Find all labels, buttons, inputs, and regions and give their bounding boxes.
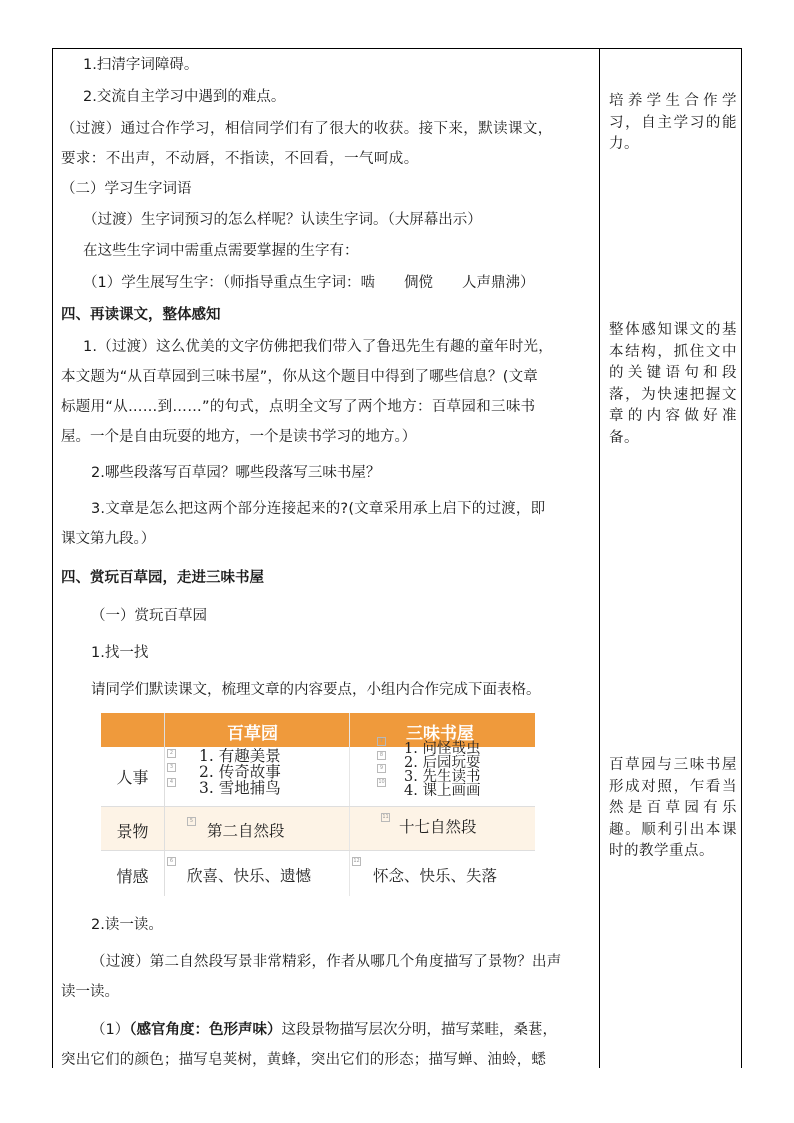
table-vline (164, 713, 165, 896)
text-line: （1）学生展写生字：（师指导重点生字词：啮 倜傥 人声鼎沸） (83, 275, 535, 291)
slide-marker: 6 (167, 857, 176, 866)
slide-marker: 9 (377, 764, 386, 773)
text-fragment: 这段景物描写层次分明，描写菜畦，桑葚， (281, 1022, 557, 1038)
header-sanweishuwu: 三味书屋 (406, 724, 474, 744)
section-heading: 四、再读课文，整体感知 (61, 307, 221, 323)
cell-text: 怀念、快乐、失落 (373, 867, 498, 885)
table-hline (101, 806, 535, 807)
text-fragment: （1） (91, 1022, 130, 1038)
lesson-table-frame (52, 48, 742, 1068)
text-line: （一）赏玩百草园 (91, 608, 207, 624)
cell-text: 2. 传奇故事 (199, 763, 281, 781)
row-label-qinggan: 情感 (116, 867, 149, 886)
text-line: （过渡）生字词预习的怎么样呢？认读生字词。（大屏幕出示） (83, 212, 482, 228)
cell-text: 3. 先生读书 (404, 769, 481, 785)
header-baicaoyuan: 百草园 (227, 724, 278, 744)
table-hline (101, 850, 535, 851)
cell-text: 十七自然段 (399, 818, 477, 836)
text-line: 要求：不出声，不动唇，不指读，不回看，一气呵成。 (61, 151, 419, 167)
text-line: 本文题为“从百草园到三味书屋”，你从这个题目中得到了哪些信息？(文章 (61, 369, 538, 385)
text-line: 2.交流自主学习中遇到的难点。 (83, 89, 286, 105)
section-heading: 四、赏玩百草园，走进三味书屋 (61, 570, 264, 586)
row-label-renshi: 人事 (116, 768, 149, 787)
cell-text: 2. 后园玩耍 (404, 755, 481, 771)
table-vline (349, 713, 350, 896)
text-line: 2.读一读。 (91, 917, 163, 933)
text-line (91, 1020, 557, 1040)
cell-text: 3. 雪地捕鸟 (199, 779, 281, 797)
column-divider (599, 49, 600, 1068)
text-line: 突出它们的颜色；描写皂荚树，黄蜂，突出它们的形态；描写蝉、油蛉，蟋 (61, 1052, 547, 1068)
note-block: 培养学生合作学习，自主学习的能力。 (609, 93, 737, 152)
text-fragment-bold: （感官角度：色形声味） (129, 1022, 282, 1038)
slide-marker: 8 (377, 751, 386, 760)
slide-marker: 2 (167, 749, 176, 758)
text-line: （过渡）通过合作学习，相信同学们有了很大的收获。接下来，默读课文， (61, 121, 553, 137)
text-line: 课文第九段。） (61, 531, 156, 547)
text-line: 1.扫清字词障碍。 (83, 57, 199, 73)
cell-text: 1. 问怪哉虫 (404, 741, 481, 757)
slide-marker: 7 (377, 737, 386, 746)
text-line: 2.哪些段落写百草园？哪些段落写三味书屋？ (91, 465, 381, 481)
text-line: 在这些生字词中需重点需要掌握的生字有： (83, 243, 359, 259)
comparison-table-image (101, 713, 535, 896)
slide-marker: 3 (167, 763, 176, 772)
slide-marker: 10 (378, 779, 385, 785)
cell-text: 第二自然段 (207, 822, 285, 840)
row-label-jingwu: 景物 (116, 822, 149, 841)
text-line: 读一读。 (61, 984, 119, 1000)
text-line: 屋。一个是自由玩耍的地方，一个是读书学习的地方。） (61, 429, 417, 445)
text-line: 标题用“从……到……”的句式，点明全文写了两个地方：百草园和三味书 (61, 399, 536, 415)
cell-text: 1. 有趣美景 (199, 747, 281, 765)
text-line: 请同学们默读课文，梳理文章的内容要点，小组内合作完成下面表格。 (91, 682, 541, 698)
cell-text: 欣喜、快乐、遗憾 (187, 867, 312, 885)
slide-marker: 5 (187, 817, 196, 826)
note-block: 百草园与三味书屋形成对照，乍看当然是百草园有乐趣。顺利引出本课时的教学重点。 (609, 757, 737, 859)
text-line: 1.（过渡）这么优美的文字仿佛把我们带入了鲁迅先生有趣的童年时光， (83, 339, 553, 355)
cell-text: 4. 课上画画 (404, 783, 481, 799)
text-line: 3.文章是怎么把这两个部分连接起来的?(文章采用承上启下的过渡，即 (91, 501, 546, 517)
note-block: 整体感知课文的基本结构，抓住文中的关键语句和段落，为快速把握文章的内容做好准备。 (609, 322, 737, 446)
slide-marker: 12 (353, 858, 360, 864)
slide-marker: 11 (382, 814, 389, 820)
slide-marker: 4 (167, 778, 176, 787)
text-line: （过渡）第二自然段写景非常精彩，作者从哪几个角度描写了景物？出声 (91, 954, 562, 970)
section-heading: （二）学习生字词语 (61, 181, 192, 197)
text-line: 1.找一找 (91, 645, 149, 661)
